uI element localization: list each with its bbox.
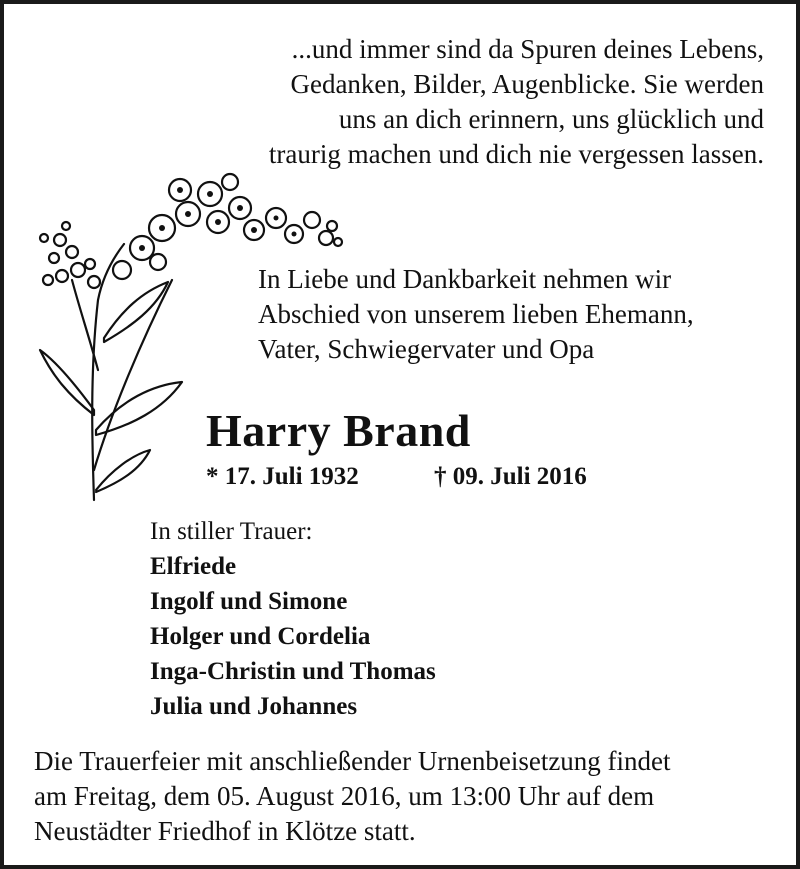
intro-line-1: In Liebe und Dankbarkeit nehmen wir xyxy=(258,264,672,294)
funeral-line-3: Neustädter Friedhof in Klötze statt. xyxy=(34,816,416,846)
quote-line-2: Gedanken, Bilder, Augenblicke. Sie werden xyxy=(290,69,764,99)
death-date: † 09. Juli 2016 xyxy=(434,463,587,490)
mourner-name-4: Inga-Christin und Thomas xyxy=(150,658,436,685)
funeral-line-2: am Freitag, dem 05. August 2016, um 13:00 Uhr auf dem xyxy=(34,781,655,811)
mourner-name-2: Ingolf und Simone xyxy=(150,588,348,615)
intro-line-2: Abschied von unserem lieben Ehemann, xyxy=(258,299,694,329)
deceased-name: Harry Brand xyxy=(206,405,471,456)
mourner-name-5: Julia und Johannes xyxy=(150,693,358,720)
mourner-name-3: Holger und Cordelia xyxy=(150,623,371,650)
quote-line-1: ...und immer sind da Spuren deines Lebens, xyxy=(291,34,764,64)
mourner-name-1: Elfriede xyxy=(150,553,237,580)
intro-line-3: Vater, Schwiegervater und Opa xyxy=(258,334,595,364)
birth-date: * 17. Juli 1932 xyxy=(206,463,359,490)
funeral-line-1: Die Trauerfeier mit anschließender Urnenbeisetzung findet xyxy=(34,746,671,776)
mourners-label: In stiller Trauer: xyxy=(150,518,313,545)
quote-line-3: uns an dich erinnern, uns glücklich und xyxy=(338,104,764,134)
quote-line-4: traurig machen und dich nie vergessen lassen. xyxy=(268,139,764,169)
